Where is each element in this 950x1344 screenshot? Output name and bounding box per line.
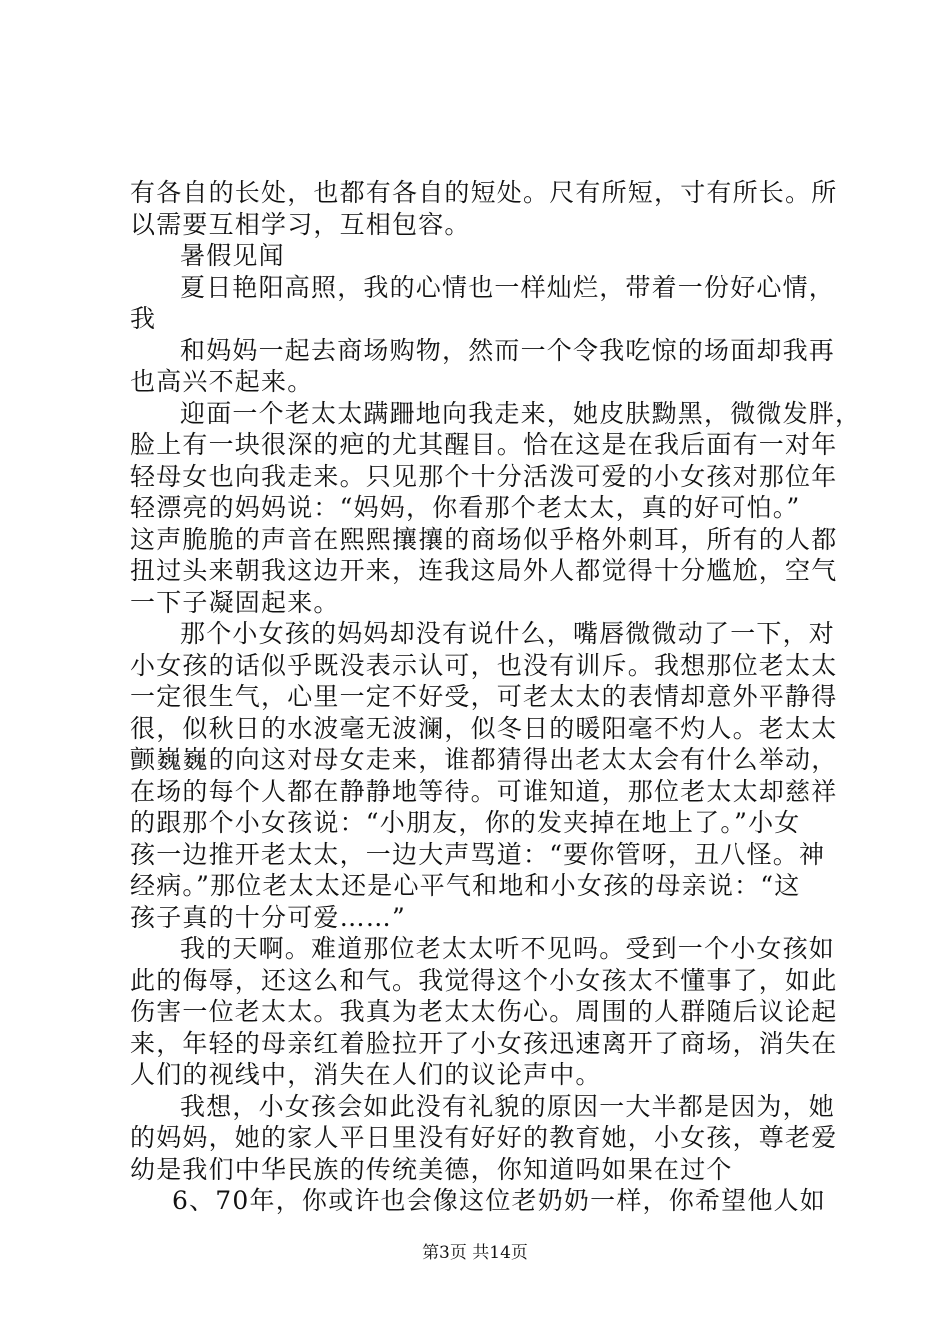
text-line: 此的侮辱，还这么和气。我觉得这个小女孩太不懂事了，如此: [130, 966, 838, 995]
text-line: 孩一边推开老太太，一边大声骂道：“要你管呀，丑八怪。神: [130, 840, 826, 869]
text-line: 很，似秋日的水波毫无波澜，似冬日的暖阳毫不灼人。老太太: [130, 714, 838, 743]
text-line: 我想，小女孩会如此没有礼貌的原因一大半都是因为，她: [180, 1092, 836, 1121]
text-line: 有各自的长处，也都有各自的短处。尺有所短，寸有所长。所: [130, 178, 838, 207]
text-line: 颤巍巍的向这对母女走来，谁都猜得出老太太会有什么举动，: [130, 745, 838, 774]
text-line: 夏日艳阳高照，我的心情也一样灿烂，带着一份好心情，: [180, 273, 836, 302]
text-line: 我的天啊。难道那位老太太听不见吗。受到一个小女孩如: [180, 934, 836, 963]
text-line: 以需要互相学习，互相包容。: [130, 210, 471, 239]
text-line: 那个小女孩的妈妈却没有说什么，嘴唇微微动了一下，对: [180, 619, 836, 648]
text-line: 我: [130, 304, 157, 333]
text-line: 轻漂亮的妈妈说：“妈妈，你看那个老太太，真的好可怕。”: [130, 493, 801, 522]
text-line: 在场的每个人都在静静地等待。可谁知道，那位老太太却慈祥: [130, 777, 838, 806]
text-line: 也高兴不起来。: [130, 367, 314, 396]
text-line: 来，年轻的母亲红着脸拉开了小女孩迅速离开了商场，消失在: [130, 1029, 838, 1058]
text-line: 迎面一个老太太蹒跚地向我走来，她皮肤黝黑，微微发胖，: [180, 399, 862, 428]
text-line: 轻母女也向我走来。只见那个十分活泼可爱的小女孩对那位年: [130, 462, 838, 491]
text-line: 经病。”那位老太太还是心平气和地和小女孩的母亲说：“这: [130, 871, 801, 900]
text-line: 人们的视线中，消失在人们的议论声中。: [130, 1060, 602, 1089]
text-line: 扭过头来朝我这边开来，连我这局外人都觉得十分尴尬，空气: [130, 556, 838, 585]
text-line: 6、70年，你或许也会像这位老奶奶一样，你希望他人如: [172, 1186, 826, 1215]
text-line: 的跟那个小女孩说：“小朋友，你的发夹掉在地上了。”小女: [130, 808, 801, 837]
section-title: 暑假见闻: [180, 241, 285, 270]
text-line: 脸上有一块很深的疤的尤其醒目。恰在这是在我后面有一对年: [130, 430, 838, 459]
text-line: 幼是我们中华民族的传统美德，你知道吗如果在过个: [130, 1155, 733, 1184]
text-line: 这声脆脆的声音在熙熙攘攘的商场似乎格外刺耳，所有的人都: [130, 525, 838, 554]
text-line: 的妈妈，她的家人平日里没有好好的教育她，小女孩，尊老爱: [130, 1123, 838, 1152]
text-line: 和妈妈一起去商场购物，然而一个令我吃惊的场面却我再: [180, 336, 836, 365]
text-line: 伤害一位老太太。我真为老太太伤心。周围的人群随后议论起: [130, 997, 838, 1026]
text-line: 孩子真的十分可爱……”: [130, 903, 406, 932]
page-footer: 第3页 共14页: [422, 1243, 528, 1263]
text-line: 一下子凝固起来。: [130, 588, 340, 617]
text-line: 小女孩的话似乎既没表示认可，也没有训斥。我想那位老太太: [130, 651, 838, 680]
text-line: 一定很生气，心里一定不好受，可老太太的表情却意外平静得: [130, 682, 838, 711]
